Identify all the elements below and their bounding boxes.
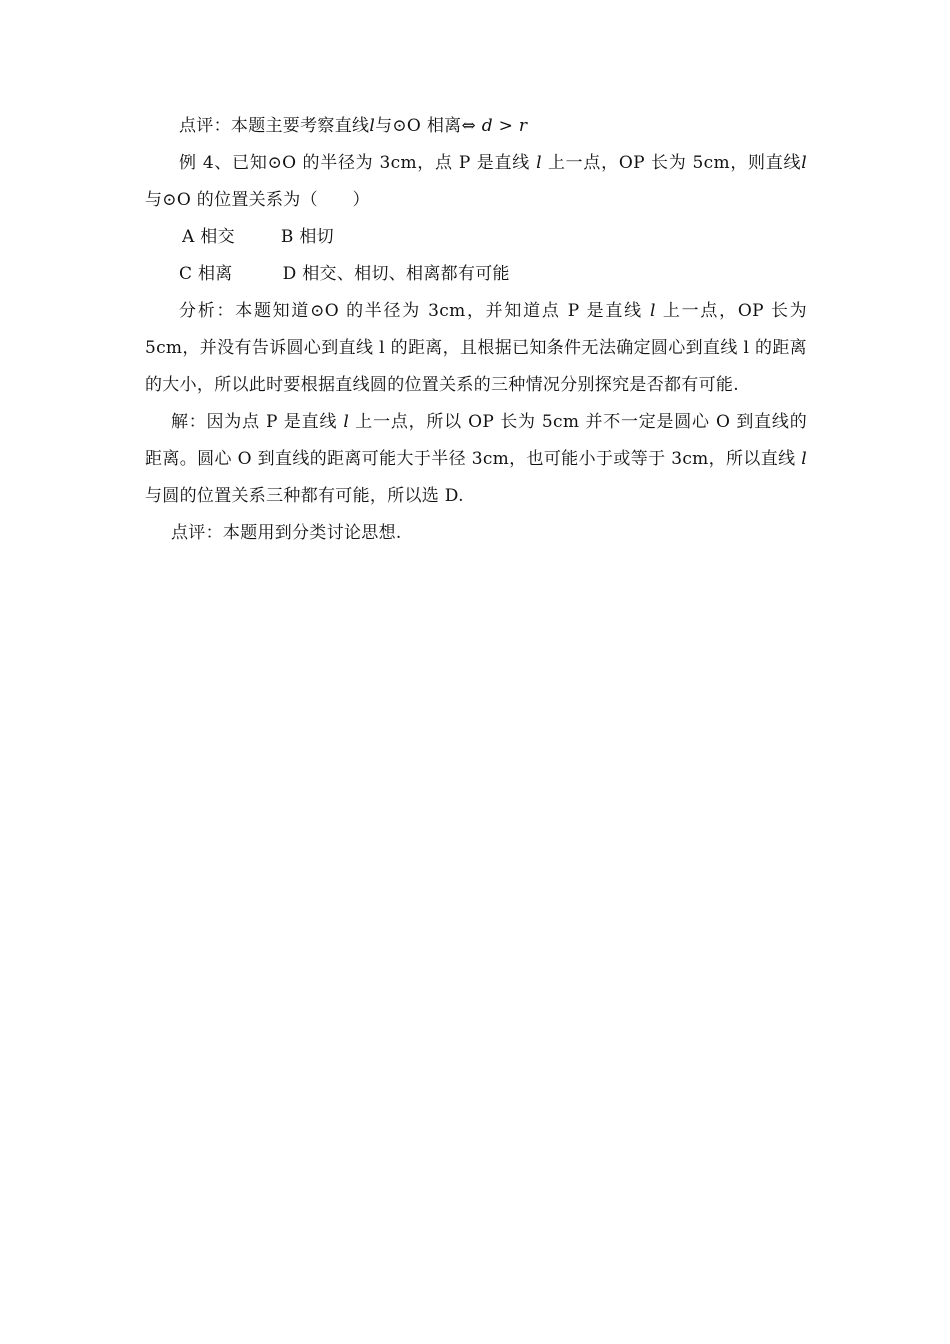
variable-l: l bbox=[801, 153, 807, 173]
variable-l: l bbox=[650, 301, 656, 321]
solution-paragraph bbox=[145, 404, 807, 515]
options-row-1 bbox=[145, 219, 807, 256]
comment-text: 点评：本题主要考察直线 bbox=[179, 116, 370, 136]
variable-l: l bbox=[801, 449, 807, 469]
option-c: C 相离 bbox=[179, 264, 233, 284]
variable-l: l bbox=[369, 116, 376, 136]
comment-text: 点评：本题用到分类讨论思想. bbox=[171, 523, 402, 543]
comment-text-middle: 与⊙O 相离⇔ bbox=[375, 116, 482, 136]
greater-than-sign: > bbox=[492, 116, 519, 136]
analysis-text-2: 上一点，OP 长为 5cm，并没有告诉圆心到直线 l 的距离，且根据已知条件无法确定圆心到直线 l 的距离的大小，所以此时要根据直线圆的位置关系的三种情况分别探究是否都有可能. bbox=[145, 301, 807, 395]
option-b: B 相切 bbox=[280, 227, 334, 247]
solution-text-3: 与圆的位置关系三种都有可能，所以选 D. bbox=[145, 486, 464, 506]
option-a: A 相交 bbox=[182, 227, 235, 247]
document-body bbox=[145, 108, 807, 552]
variable-d: d bbox=[481, 116, 493, 136]
example-4-question bbox=[145, 145, 807, 219]
question-text-1: 例 4、已知⊙O 的半径为 3cm，点 P 是直线 bbox=[179, 153, 537, 173]
analysis-paragraph bbox=[145, 293, 807, 404]
analysis-text-1: 分析：本题知道⊙O 的半径为 3cm，并知道点 P 是直线 bbox=[179, 301, 650, 321]
variable-r: r bbox=[518, 116, 528, 136]
comment-paragraph-2 bbox=[145, 515, 807, 552]
options-row-2 bbox=[145, 256, 807, 293]
solution-text-2: 上一点，所以 OP 长为 5cm 并不一定是圆心 O 到直线的距离。圆心 O 到直线的距离可能大于半径 3cm，也可能小于或等于 3cm，所以直线 bbox=[145, 412, 808, 469]
variable-l: l bbox=[343, 412, 350, 432]
question-text-2: 上一点，OP 长为 5cm，则直线 bbox=[541, 153, 802, 173]
question-text-3: 与⊙O 的位置关系为（ ） bbox=[145, 190, 370, 210]
comment-paragraph-1 bbox=[145, 108, 807, 145]
option-d: D 相交、相切、相离都有可能 bbox=[282, 264, 510, 284]
solution-text-1: 解：因为点 P 是直线 bbox=[171, 412, 344, 432]
variable-l: l bbox=[536, 153, 542, 173]
